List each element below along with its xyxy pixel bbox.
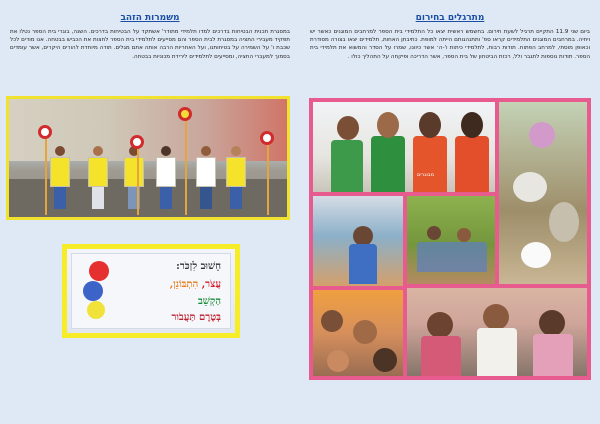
vest-label: מבוגרים <box>417 172 434 178</box>
collage-photo-crowd <box>311 288 405 378</box>
collage-photo-vests <box>311 100 497 194</box>
remember-cross-line: בְּטֶרֶם תַּעֲבֹור <box>171 312 221 323</box>
red-balloon-icon <box>89 261 109 281</box>
remember-box <box>62 244 240 338</box>
gold-patrol-title: משמרות הזהב <box>120 13 180 23</box>
gold-patrol-text: במסגרת תכנית הבטיחות בדרכים למדו תלמידי מתודר' אשתקד על הבטיחות בדרכים. השנה, בוגרי בית הספר נטלו את תפקיד מעבירי התציה במסגרת לבית הספר והם מסייעים לתלמידי בית הספר לחצות את הכביש בבטחה. אנו מודים לכל שכבת ו' על השמירה על בטיחותנו, ועל האחריות הרבה אותה אתם מגלים. תודה מיוחדת להורים היקרים, אשר עומדים בסמוך למעברי החציה, ומסייעים לתלמידים לירידת מכוניות בבטחה. <box>10 29 290 60</box>
word-look: הִתְבּוֹנֵן, <box>169 279 199 290</box>
yellow-balloon-icon <box>87 301 105 319</box>
emergency-drill-text: ביום שני 11.9 התקיים תרגיל לשעת חירום. בחשמש ראשית יצאו כל התלמידי בית הספר למרחבים המוגנים כאשר יש ויחיה. במרחבים המוגנים התלמידים קראו ספ' ותתנהגותם הייתה למופת. כתיבתן האחות, תלמידים יצאו בצורה מסודרת וכאופן מוסתי, למרחב הפתוח. תודות רבות, לתלמידי כיתות ו'-ה׳ אשר כיוונו, שמרו על הסדר והמשוא את תלמידי בית הספר. תודות נוספות לתגבר ולל, רכזת הביטחון של בית הספר, אשר הדריכה ופיקחה על התהליך כולו . <box>310 29 590 60</box>
emergency-drill-title: מתרגלים בחירום <box>415 13 485 23</box>
crossing-guards-photo <box>6 96 290 220</box>
blue-balloon-icon <box>83 281 103 301</box>
collage-photo-yard <box>405 194 497 286</box>
collage-photo-classroom <box>405 286 589 378</box>
word-stop: עֲצֹר, <box>201 279 221 290</box>
remember-stop-look <box>170 279 221 290</box>
emergency-drill-collage <box>309 98 591 380</box>
remember-heading: חָשׁוּב לִזְכֹּר: <box>176 261 221 272</box>
word-listen: הַקְשֵׁב <box>197 296 221 307</box>
collage-photo-floor-reading <box>497 100 589 286</box>
collage-photo-hallway <box>311 194 405 288</box>
